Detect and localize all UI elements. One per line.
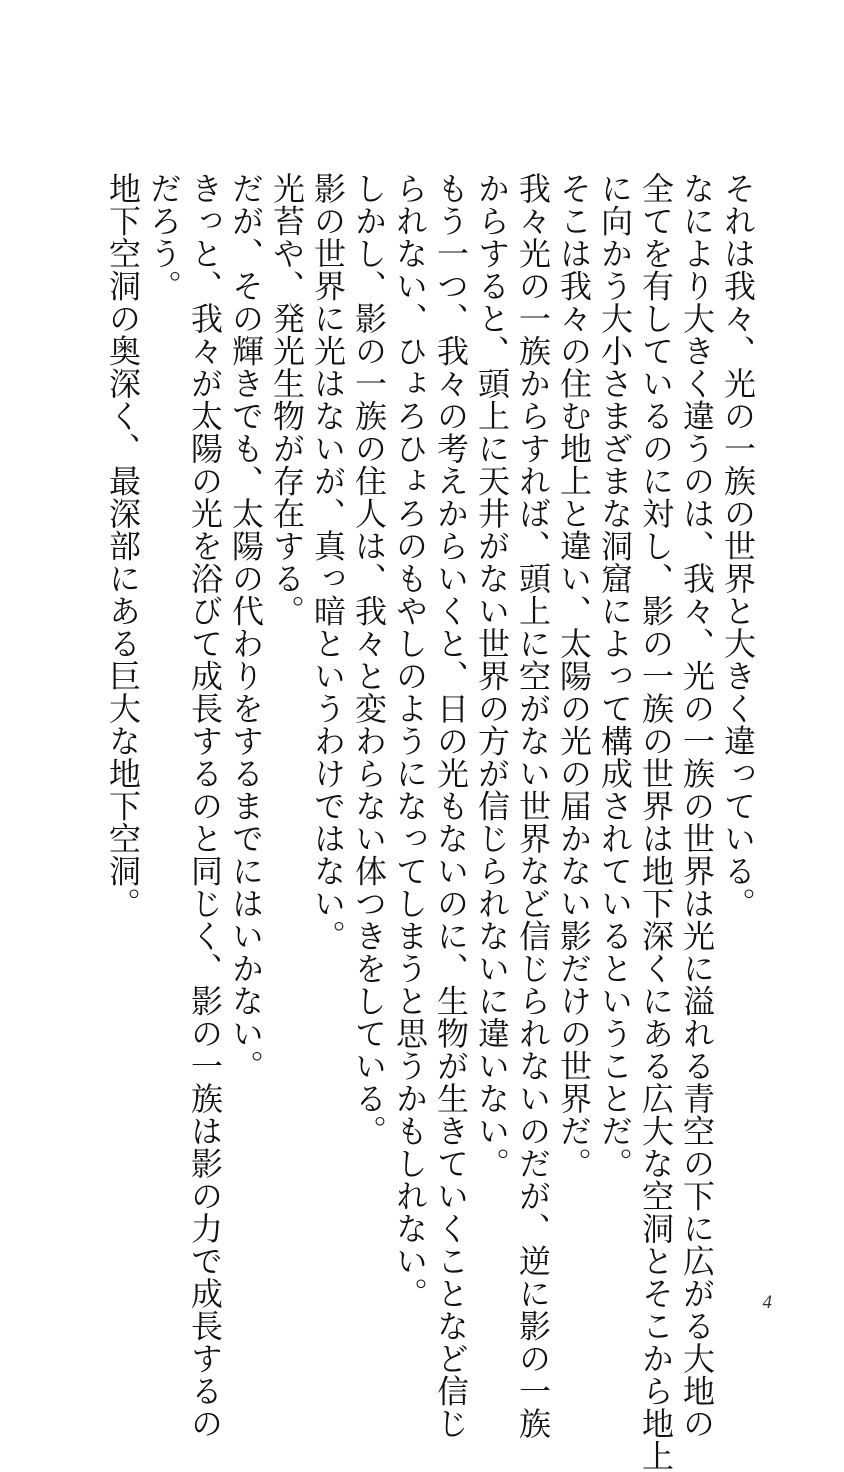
text-line: しかし、影の一族の住人は、我々と変わらない体つきをしている。 — [350, 172, 388, 1147]
text-line: 地下空洞の奥深く、最深部にある巨大な地下空洞。 — [104, 172, 142, 920]
text-line: だが、その輝きでも、太陽の代わりをするまでにはいかない。 — [227, 172, 265, 1082]
text-line: からすると、頭上に天井がない世界の方が信じられないに違いない。 — [473, 172, 511, 1180]
text-line: 全てを有しているのに対し、影の一族の世界は地下深くにある広大な空洞とそこから地上 — [637, 172, 675, 1472]
text-line: に向かう大小さまざまな洞窟によって構成されているということだ。 — [596, 172, 634, 1180]
text-line: なにより大きく違うのは、我々、光の一族の世界は光に溢れる青空の下に広がる大地の — [678, 172, 716, 1440]
text-line: もう一つ、我々の考えからいくと、日の光もないのに、生物が生きていくことなど信じ — [432, 172, 470, 1440]
text-line: だろう。 — [145, 172, 183, 302]
page-number: 4 — [762, 1292, 772, 1313]
text-line: 我々光の一族からすれば、頭上に空がない世界など信じられないのだが、逆に影の一族 — [514, 172, 552, 1440]
text-line: そこは我々の住む地上と違い、太陽の光の届かない影だけの世界だ。 — [555, 172, 593, 1180]
text-line: きっと、我々が太陽の光を浴びて成長するのと同じく、影の一族は影の力で成長するの — [186, 172, 224, 1440]
vertical-text-body — [102, 172, 758, 1472]
text-line: られない、ひょろひょろのもやしのようになってしまうと思うかもしれない。 — [391, 172, 429, 1310]
text-line: 影の世界に光はないが、真っ暗というわけではない。 — [309, 172, 347, 952]
text-line: 光苔や、発光生物が存在する。 — [268, 172, 306, 627]
text-line: それは我々、光の一族の世界と大きく違っている。 — [719, 172, 757, 920]
